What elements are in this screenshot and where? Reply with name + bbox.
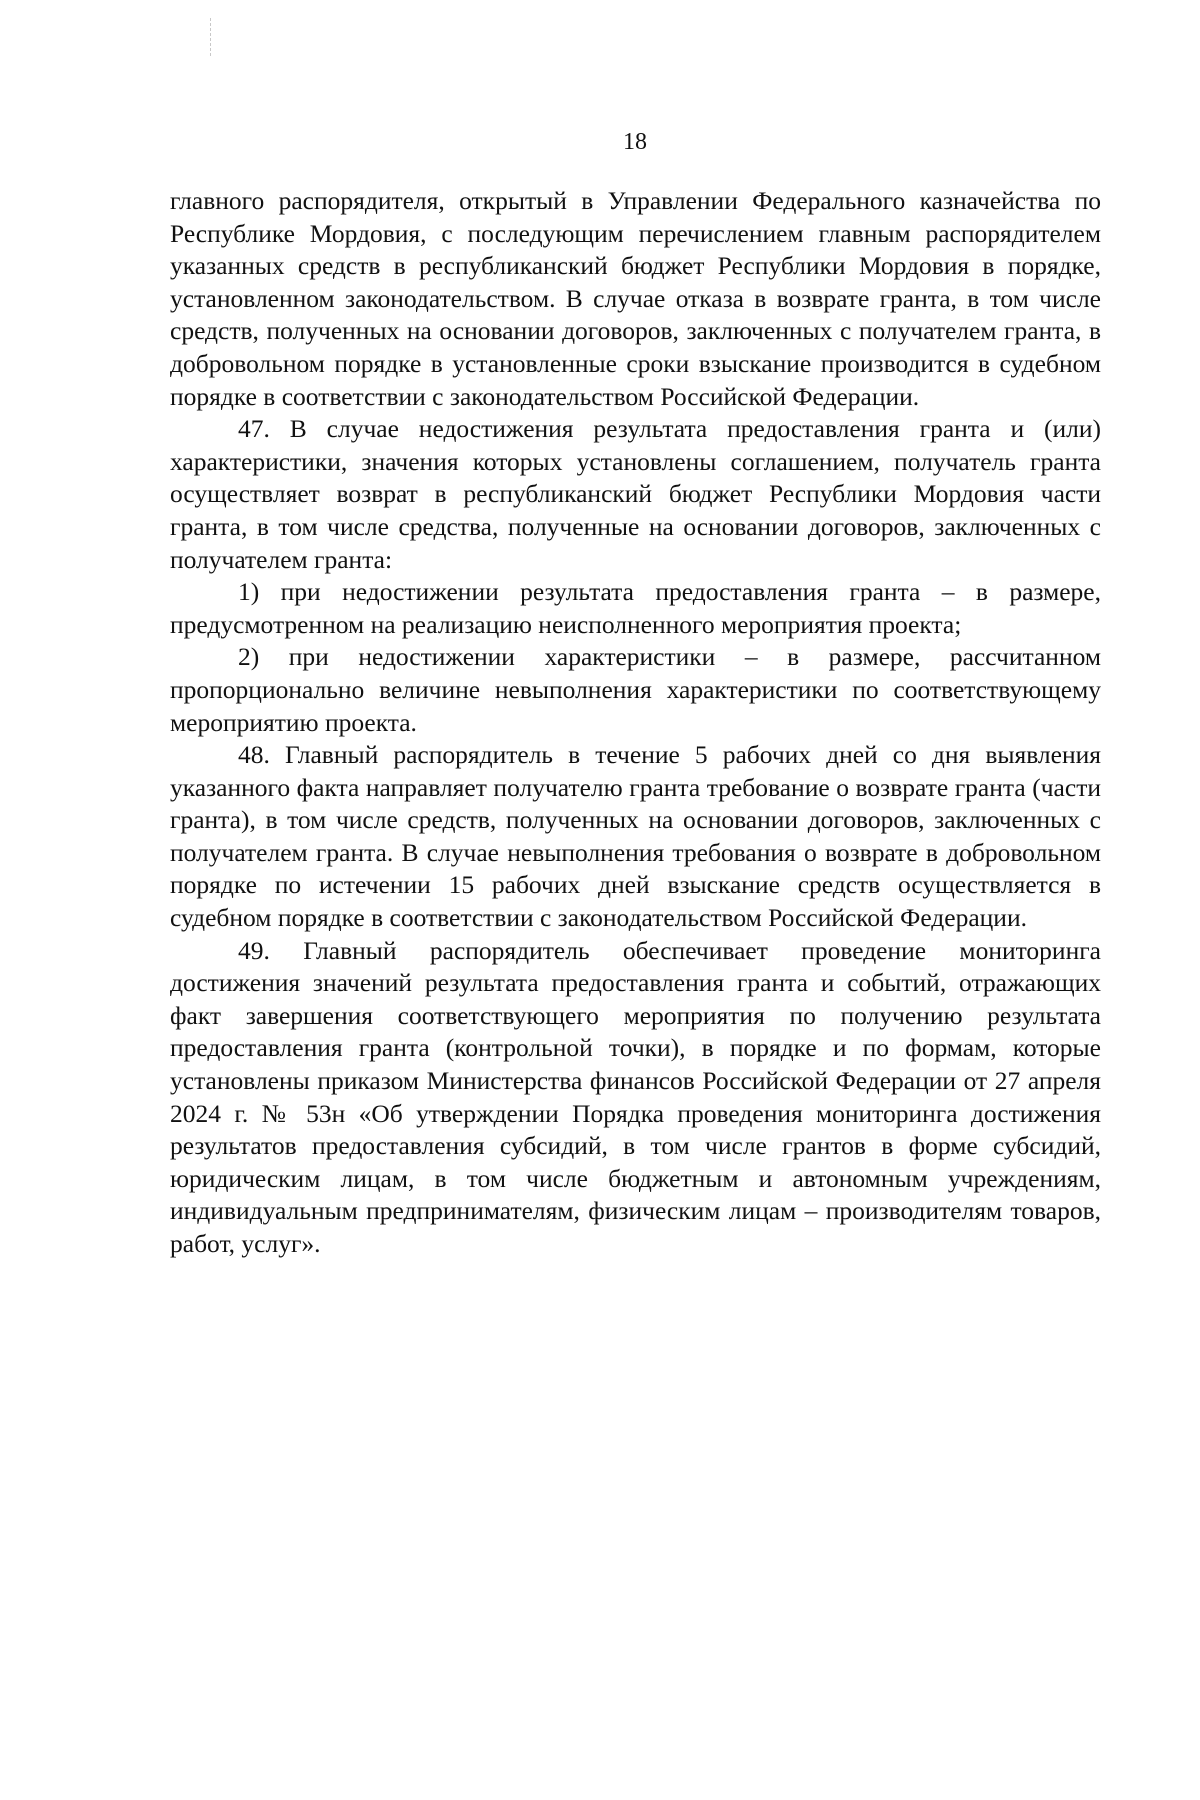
paragraph-subitem-2: 2) при недостижении характеристики – в размере, рассчитанном пропорционально величине невыполнения характеристики по соответствующему мероприятию проекта. <box>170 642 1101 737</box>
scan-artifact-mark <box>210 18 212 56</box>
document-body <box>170 185 1101 1261</box>
paragraph-item-49: 49. Главный распорядитель обеспечивает проведение мониторинга достижения значений результата предоставления гранта и событий, отражающих факт завершения соответствующего мероприятия по получению результата предоставления гранта (контрольной точки), в порядке и по формам, которые установлены приказом Министерства финансов Российской Федерации от 27 апреля 2024 г. № 53н «Об утверждении Порядка проведения мониторинга достижения результатов предоставления субсидий, в том числе грантов в форме субсидий, юридическим лицам, в том числе бюджетным и автономным учреждениям, индивидуальным предпринимателям, физическим лицам – производителям товаров, работ, услуг». <box>170 935 1101 1258</box>
paragraph-item-48: 48. Главный распорядитель в течение 5 рабочих дней со дня выявления указанного факта направляет получателю гранта требование о возврате гранта (части гранта), в том числе средств, полученных на основании договоров, заключенных с получателем гранта. В случае невыполнения требования о возврате в добровольном порядке по истечении 15 рабочих дней взыскание средств осуществляется в судебном порядке в соответствии с законодательством Российской Федерации. <box>170 740 1101 933</box>
paragraph-item-47: 47. В случае недостижения результата предоставления гранта и (или) характеристики, значения которых установлены соглашением, получатель гранта осуществляет возврат в республиканский бюджет Республики Мордовия части гранта, в том числе средства, полученные на основании договоров, заключенных с получателем гранта: <box>170 414 1101 574</box>
page-number: 18 <box>623 129 647 155</box>
paragraph-subitem-1: 1) при недостижении результата предоставления гранта – в размере, предусмотренном на реализацию неисполненного мероприятия проекта; <box>170 577 1101 639</box>
paragraph-continuation: главного распорядителя, открытый в Управлении Федерального казначейства по Республике Мордовия, с последующим перечислением главным распорядителем указанных средств в республиканский бюджет Республики Мордовия в порядке, установленном законодательством. В случае отказа в возврате гранта, в том числе средств, полученных на основании договоров, заключенных с получателем гранта, в добровольном порядке в установленные сроки взыскание производится в судебном порядке в соответствии с законодательством Российской Федерации. <box>170 186 1101 411</box>
